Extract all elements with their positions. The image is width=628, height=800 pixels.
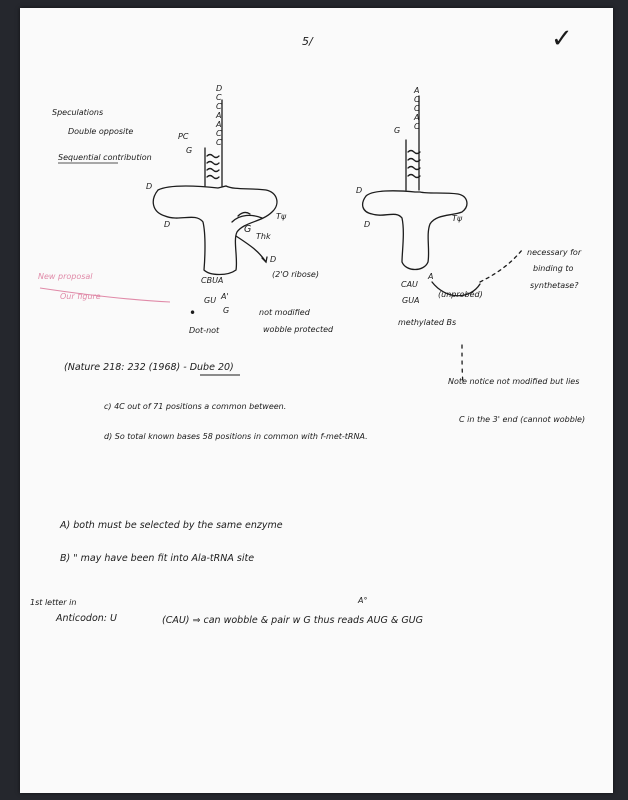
right-anticodon: CAU (401, 280, 418, 289)
right-necessary-2: binding to (533, 264, 574, 273)
right-stem-letters: A C C A C (414, 86, 420, 131)
left-thk: Thk (256, 232, 271, 241)
point-d: d) So total known bases 58 positions in common with f-met-tRNA. (104, 432, 368, 441)
note-right-1: Note notice not modified but lies (448, 377, 580, 386)
footer-left-2: Anticodon: U (56, 613, 117, 624)
left-not-modified: not modified (259, 308, 310, 317)
note-right-2: C in the 3' end (cannot wobble) (459, 415, 586, 424)
left-d-bottom: D (164, 220, 171, 229)
left-d-top: D (146, 182, 153, 191)
point-A: A) both must be selected by the same enzyme (60, 520, 283, 531)
right-d-bottom: D (364, 220, 371, 229)
margin-note-2: Double opposite (68, 127, 134, 136)
left-anticodon: CBUA (201, 276, 224, 285)
left-t-label: Tψ (276, 212, 287, 221)
left-dot-label: Dot-not (189, 326, 220, 335)
right-t-label: Tψ (452, 214, 463, 223)
point-c: c) 4C out of 71 positions a common between. (104, 402, 287, 411)
left-trna-outline (153, 186, 277, 275)
dot-mark: • (189, 306, 197, 320)
footer-a0: A° (358, 596, 368, 605)
right-unprobed: (unprobed) (438, 290, 483, 299)
footer-formula: (CAU) ⇒ can wobble & pair w G thus reads AUG & GUG (162, 615, 423, 626)
right-methylated: methylated Bs (398, 318, 457, 327)
left-wobble-note: wobble protected (263, 325, 334, 334)
right-gua: GUA (402, 296, 420, 305)
reference-line: (Nature 218: 232 (1968) - Dube 20) (64, 362, 234, 373)
left-a-prime: A' (221, 292, 229, 301)
right-necessary-1: necessary for (527, 248, 582, 257)
left-ribose-note: (2'O ribose) (272, 270, 319, 279)
left-g-below: G (223, 306, 230, 315)
page-number: 5/ (302, 35, 313, 48)
margin-note-3: Sequential contribution (58, 153, 152, 162)
left-d-right: D (270, 255, 277, 264)
right-necessary-3: synthetase? (530, 281, 579, 290)
right-trna-outline (363, 191, 467, 270)
right-g-label: G (394, 126, 401, 135)
footer-left-1: 1st letter in (30, 598, 77, 607)
left-gu: GU (204, 296, 217, 305)
margin-note-1: Speculations (52, 108, 104, 117)
check-mark: ✓ (551, 24, 573, 54)
pink-note-1: New proposal (38, 272, 93, 281)
left-g-label: G (186, 146, 193, 155)
right-d-top: D (356, 186, 363, 195)
point-B: B) " may have been fit into Ala-tRNA site (60, 553, 255, 564)
left-stem-letters: D C C A A C C (216, 84, 223, 147)
left-g-thk: G (244, 224, 252, 235)
left-pc-label: PC (178, 132, 189, 141)
pink-note-2: Our figure (60, 292, 101, 301)
right-a-label: A (428, 272, 434, 281)
